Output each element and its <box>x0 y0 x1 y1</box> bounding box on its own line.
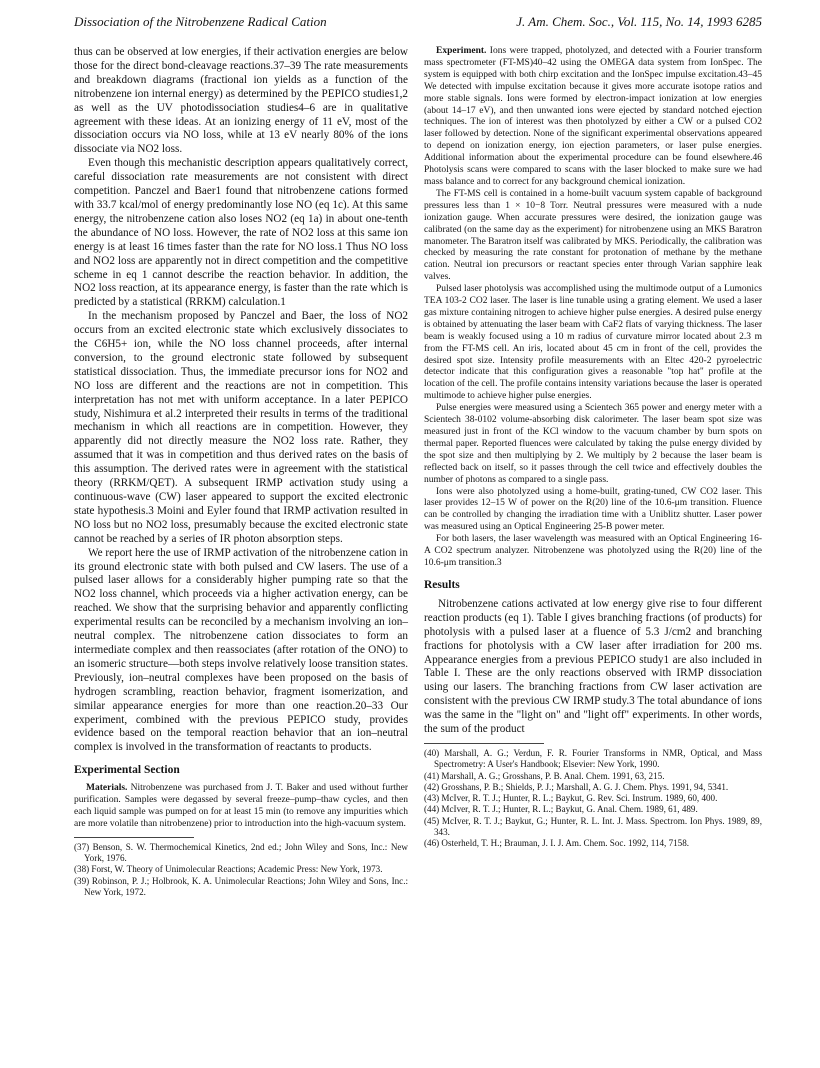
reference-item: (46) Osterheld, T. H.; Brauman, J. I. J. Am. Chem. Soc. 1992, 114, 7158. <box>424 838 690 849</box>
body-paragraph: We report here the use of IRMP activation of the nitrobenzene cation in its ground electronic state with both pulsed and CW lasers. The use of a pulsed laser allows for a considerably higher pumping rate so that the NO2 loss channel, which proceeds via a higher activation energy, can be reached. We show that the surprising behavior and apparently conflicting experimental results can be reconciled by a mechanism involving an ion–neutral complex. The nitrobenzene cation dissociates to form an intermediate complex and then reassociates (after rotation of the ONO) to an isomeric structure—both steps involve relatively loose transition states. Previously, ion–neutral complexes have been proposed on the basis of hydrogen scrambling, reaction behavior, fragment isomerization, and similar appearance energies for more than one reaction.20–33 Our experiment, combined with the previous PEPICO study, provides evidence based on the temporal reaction behavior that an ion–neutral complex is involved in the transformation of reactants to products. <box>74 546 408 754</box>
reference-item: (41) Marshall, A. G.; Grosshans, P. B. Anal. Chem. 1991, 63, 215. <box>424 770 665 781</box>
footnotes-right <box>424 748 762 850</box>
small-paragraph: Ions were also photolyzed using a home-built, grating-tuned, CW CO2 laser. This laser provides 12–15 W of power on the R(20) line of the 10.6-μm transition. Fluence can be controlled by changing the irradiation time with a Uniblitz shutter. Laser power was measured using an Optical Engineering 25-B power meter. <box>424 486 762 533</box>
reference-item: (42) Grosshans, P. B.; Shields, P. J.; Marshall, A. G. J. Chem. Phys. 1991, 94, 5341. <box>424 781 729 792</box>
running-header <box>74 14 762 34</box>
footnotes-left <box>74 842 408 898</box>
body-paragraph: Even though this mechanistic description appears qualitatively correct, careful dissociation rate measurements are not consistent with direct competition. Panczel and Baer1 found that nitrobenzene cations formed with 33.7 kcal/mol of energy predominantly lose NO (eq 1c). At this same energy, the nitrobenzene cation also loses NO2 (eq 1a) in about one-tenth the abundance of NO loss. However, the rate of NO2 loss at this same ion energy is at least 16 times faster than the rate for NO loss.1 Thus NO loss and NO2 loss are apparently not in direct competition and the competitive scheme in eq 1 cannot describe the reaction behavior. In addition, the NO2 loss reaction, at its appearance energy, is faster than the rate which is predicted by a statistical (RRKM) calculation.1 <box>74 157 408 309</box>
body-paragraph: thus can be observed at low energies, if their activation energies are below those for the direct bond-cleavage reactions.37–39 The rate measurements and breakdown diagrams (fractional ion yields as a function of the nitrobenzene ion internal energy) as determined by the PEPICO studies1,2 as well as the UV photodissociation studies4–6 are in qualitative agreement with these ideas. At an ionizing energy of 11 eV, most of the dissociation occurs via NO loss, while at 13 eV nearly 80% of the ions dissociate via NO2 loss. <box>74 46 408 156</box>
small-paragraph: For both lasers, the laser wavelength was measured with an Optical Engineering 16-A CO2 spectrum analyzer. Nitrobenzene was photolyzed using the R(20) line of the 10.6-μm transition.3 <box>424 534 762 568</box>
results-paragraph: Nitrobenzene cations activated at low energy give rise to four different reaction products (eq 1). Table I gives branching fractions (of products) for photolysis with a pulsed laser at a fluence of 5.3 J/cm2 and branching fractions for photolysis with a CW laser after irradiation for 200 ms. Appearance energies from a previous PEPICO study1 are also included in Table I. These are the only reactions observed with IRMP dissociation using our lasers. The branching fractions from CW laser activation are consistent with the previous CW IRMP study.3 The total abundance of ions was the same in the "light on" and "light off" experiments. In other words, the sum of the product <box>424 597 762 736</box>
reference-item: (40) Marshall, A. G.; Verdun, F. R. Fourier Transforms in NMR, Optical, and Mass Spectrometry: A User's Handbook; Elsevier: New York, 1990. <box>424 747 762 770</box>
small-paragraph: Pulsed laser photolysis was accomplished using the multimode output of a Lumonics TEA 103-2 CO2 laser. The laser is line tunable using a grating element. We used a laser gas mixture containing nitrogen to achieve higher pulse energies. A desired pulse energy is obtained by attenuating the laser beam with CaF2 flats of varying thickness. The laser beam is weakly focused using a 10 m radius of curvature mirror located about 2.3 m from the FT-MS cell. An iris, located about 45 cm in front of the cell, provides the desired spot size. Intensity profile measurements with an Eltec 420-2 pyroelectric detector indicate that this configuration gives a reasonable "top hat" profile at the location of the cell. The profile contains intensity variations because the laser is operated multimode to achieve higher pulse energies. <box>424 284 762 402</box>
footnote-rule <box>424 743 544 744</box>
left-column <box>74 46 408 898</box>
small-paragraph: The FT-MS cell is contained in a home-built vacuum system capable of background pressures less than 1 × 10−8 Torr. Neutral pressures were measured with a nude ionization gauge. When accurate pressures were desired, the ionization gauge was calibrated (on the same day as the experiment) for nitrobenzene using an MKS Baratron manometer. The Baratron itself was calibrated by MKS. Periodically, the calibration was checked by measuring the rate constant for protonation of methane by the methane cation. Neutral ion precursors or reactant species enter through Varian sapphire leak valves. <box>424 188 762 283</box>
experiment-text: Ions were trapped, photolyzed, and detected with a Fourier transform mass spectrometer (FT-MS)40–42 using the OMEGA data system from IonSpec. The system is equipped with both chirp excitation and the IonSpec impulse excitation.43–45 We detected with impulse excitation because it gives more accurate isotope ratios and more stable signals. Ions were formed by electron-impact ionization at low energies (about 14–17 eV), and then unwanted ions were ejected by standard notched ejection techniques. The ion of interest was then photolyzed by either a CW or a pulsed CO2 laser followed by detection. None of the significant experimental observations appeared to depend on ionization energy, ion ejection parameters, or laser pulse energies. Additional information about the experimental procedure can be found elsewhere.46 Photolysis scans were compared to scans with the laser blocked to make sure we had mass balance and to correct for any background chemical ionization. <box>424 46 762 187</box>
section-heading-experimental: Experimental Section <box>74 764 180 777</box>
reference-item: (44) McIver, R. T. J.; Hunter, R. L.; Baykut, G. Anal. Chem. 1989, 61, 489. <box>424 804 698 815</box>
reference-item: (37) Benson, S. W. Thermochemical Kinetics, 2nd ed.; John Wiley and Sons, Inc.: New York, 1976. <box>74 841 408 864</box>
experiment-paragraph <box>424 46 762 189</box>
running-title: Dissociation of the Nitrobenzene Radical Cation <box>74 14 327 29</box>
reference-item: (43) McIver, R. T. J.; Hunter, R. L.; Baykut, G. Rev. Sci. Instrum. 1989, 60, 400. <box>424 793 718 804</box>
footnote-rule <box>74 837 194 838</box>
reference-item: (38) Forst, W. Theory of Unimolecular Reactions; Academic Press: New York, 1973. <box>74 864 383 875</box>
materials-text: Nitrobenzene was purchased from J. T. Baker and used without further purification. Samples were degassed by several freeze–pump–thaw cycles, and then each liquid sample was pumped on for at least 15 min (to remove any impurities which are more volatile than nitrobenzene) prior to introduction into the high-vacuum system. <box>74 783 408 829</box>
experiment-runin: Experiment. <box>436 46 487 56</box>
materials-paragraph <box>74 783 408 831</box>
section-heading-results: Results <box>424 578 460 591</box>
right-column <box>424 46 762 850</box>
journal-info: J. Am. Chem. Soc., Vol. 115, No. 14, 1993 6285 <box>516 14 762 29</box>
reference-item: (39) Robinson, P. J.; Holbrook, K. A. Unimolecular Reactions; John Wiley and Sons, Inc.: New York, 1972. <box>74 875 408 898</box>
reference-item: (45) McIver, R. T. J.; Baykut, G.; Hunter, R. L. Int. J. Mass. Spectrom. Ion Phys. 1989, 89, 343. <box>424 815 762 838</box>
small-paragraph: Pulse energies were measured using a Scientech 365 power and energy meter with a Scientech 38-0102 volume-absorbing disk calorimeter. The laser beam spot size was measured just in front of the KCl window to the vacuum chamber by burn spots on thermal paper. Reported fluences were calculated by taking the pulse energy divided by the spot size and then multiplying by 2. We multiply by 2 because the laser beam is reflected back on itself, so it passes through the cell twice and effectively doubles the number of photons as compared to a single pass. <box>424 403 762 485</box>
body-paragraph: In the mechanism proposed by Panczel and Baer, the loss of NO2 occurs from an excited electronic state which exclusively dissociates to the C6H5+ ion, while the NO loss channel proceeds, after internal conversion, to the ground electronic state followed by subsequent statistical dissociation. Thus, the immediate precursor ions for NO2 and NO loss are different and the reactions are not in competition. This interpretation has not met with uniform acceptance. In a later PEPICO study, Nishimura et al.2 interpreted their results in terms of the traditional mechanism in which all reactions are in competition. However, they apparently did not directly measure the NO2 loss rate. Rather, they assumed that it was in competition and thus derived rates on the basis of this assumption. The derived rates were in agreement with the statistical theory (RRKM/QET). A subsequent IRMP activation study using a continuous-wave (CW) laser appeared to support the excited electronic state hypothesis.3 Moini and Eyler found that IRMP activation resulted in NO loss but no NO2 loss, presumably because the excited electronic state cannot be reached by a series of IR photon absorption steps. <box>74 310 408 545</box>
materials-runin: Materials. <box>86 783 128 794</box>
